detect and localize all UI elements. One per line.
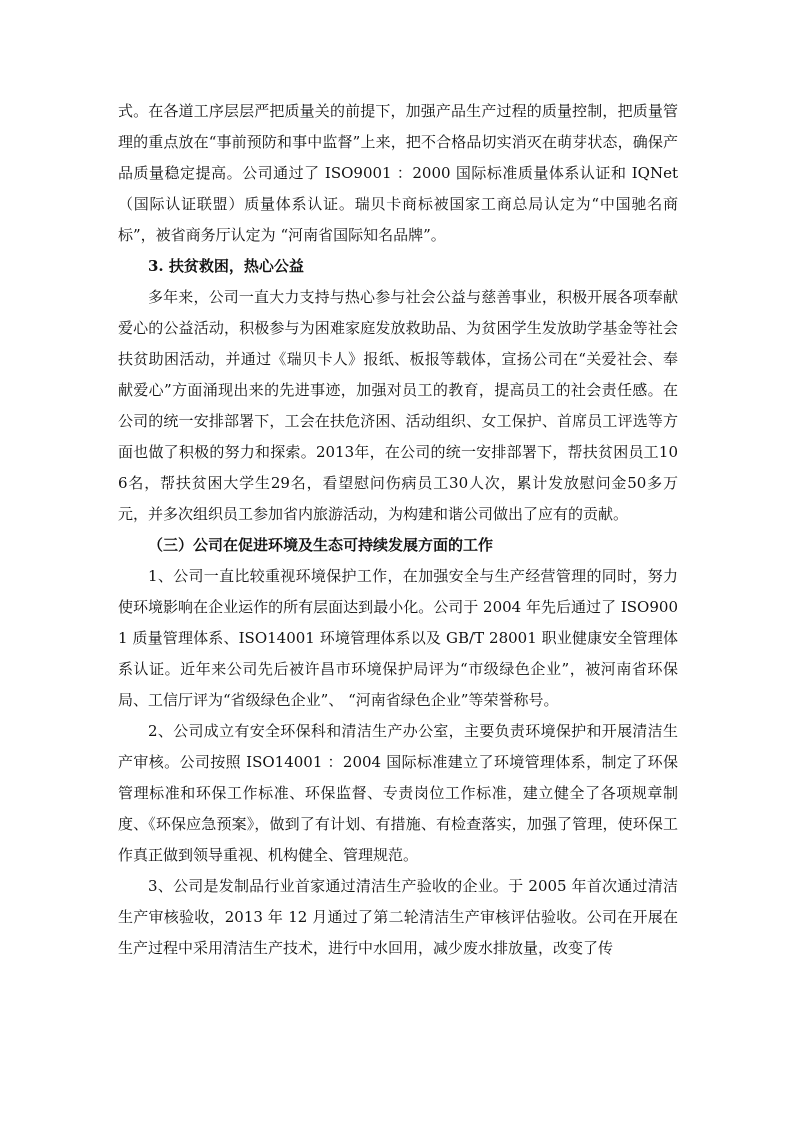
paragraph-environment-3: 3、公司是发制品行业首家通过清洁生产验收的企业。于 2005 年首次通过清洁生产审核验收，2013 年 12 月通过了第二轮清洁生产审核评估验收。公司在开展在生产过程中采用清洁生产技术，进行中水回用，减少废水排放量，改变了传: [118, 877, 678, 957]
paragraph-public-welfare: 多年来，公司一直大力支持与热心参与社会公益与慈善事业，积极开展各项奉献爱心的公益活动，积极参与为困难家庭发放救助品、为贫困学生发放助学基金等社会扶贫助困活动，并通过《瑞贝卡人》报纸、板报等载体，宣扬公司在“关爱社会、奉献爱心”方面涌现出来的先进事迹，加强对员工的教育，提高员工的社会责任感。在公司的统一安排部署下，工会在扶危济困、活动组织、女工保护、首席员工评选等方面也做了积极的努力和探索。2013年，在公司的统一安排部署下，帮扶贫困员工106名，帮扶贫困大学生29名，看望慰问伤病员工30人次，累计发放慰问金50多万元，并多次组织员工参加省内旅游活动，为构建和谐公司做出了应有的贡献。: [118, 288, 678, 523]
paragraph-quality-continued: 式。在各道工序层层严把质量关的前提下，加强产品生产过程的质量控制，把质量管理的重点放在“事前预防和事中监督”上来，把不合格品切实消灭在萌芽状态，确保产品质量稳定提高。公司通过了 ISO9001 ：2000 国际标准质量体系认证和 IQNet（国际认证联盟）质量体系认证。瑞贝卡商标被国家工商总局认定为“中国驰名商标”，被省商务厅认定为 “河南省国际知名品牌”。: [118, 102, 678, 244]
document-body: [118, 96, 678, 964]
paragraph-environment-1: 1、公司一直比较重视环境保护工作，在加强安全与生产经营管理的同时，努力使环境影响在企业运作的所有层面达到最小化。公司于 2004 年先后通过了 ISO9001 质量管理体系、ISO14001 环境管理体系以及 GB/T 28001 职业健康安全管理体系认证。近年来公司先后被许昌市环境保护局评为“市级绿色企业”，被河南省环保局、工信厅评为“省级绿色企业”、 “河南省绿色企业”等荣誉称号。: [118, 567, 678, 709]
paragraph-environment-2: 2、公司成立有安全环保科和清洁生产办公室，主要负责环境保护和开展清洁生产审核。公司按照 ISO14001 ：2004 国际标准建立了环境管理体系，制定了环保管理标准和环保工作标准、环保监督、专责岗位工作标准，建立健全了各项规章制度、《环保应急预案》，做到了有计划、有措施、有检查落实，加强了管理，使环保工作真正做到领导重视、机构健全、管理规范。: [118, 722, 678, 864]
section-heading-environment: （三）公司在促进环境及生态可持续发展方面的工作: [148, 536, 494, 554]
section-heading-poverty-relief: 3. 扶贫救困，热心公益: [148, 257, 304, 275]
